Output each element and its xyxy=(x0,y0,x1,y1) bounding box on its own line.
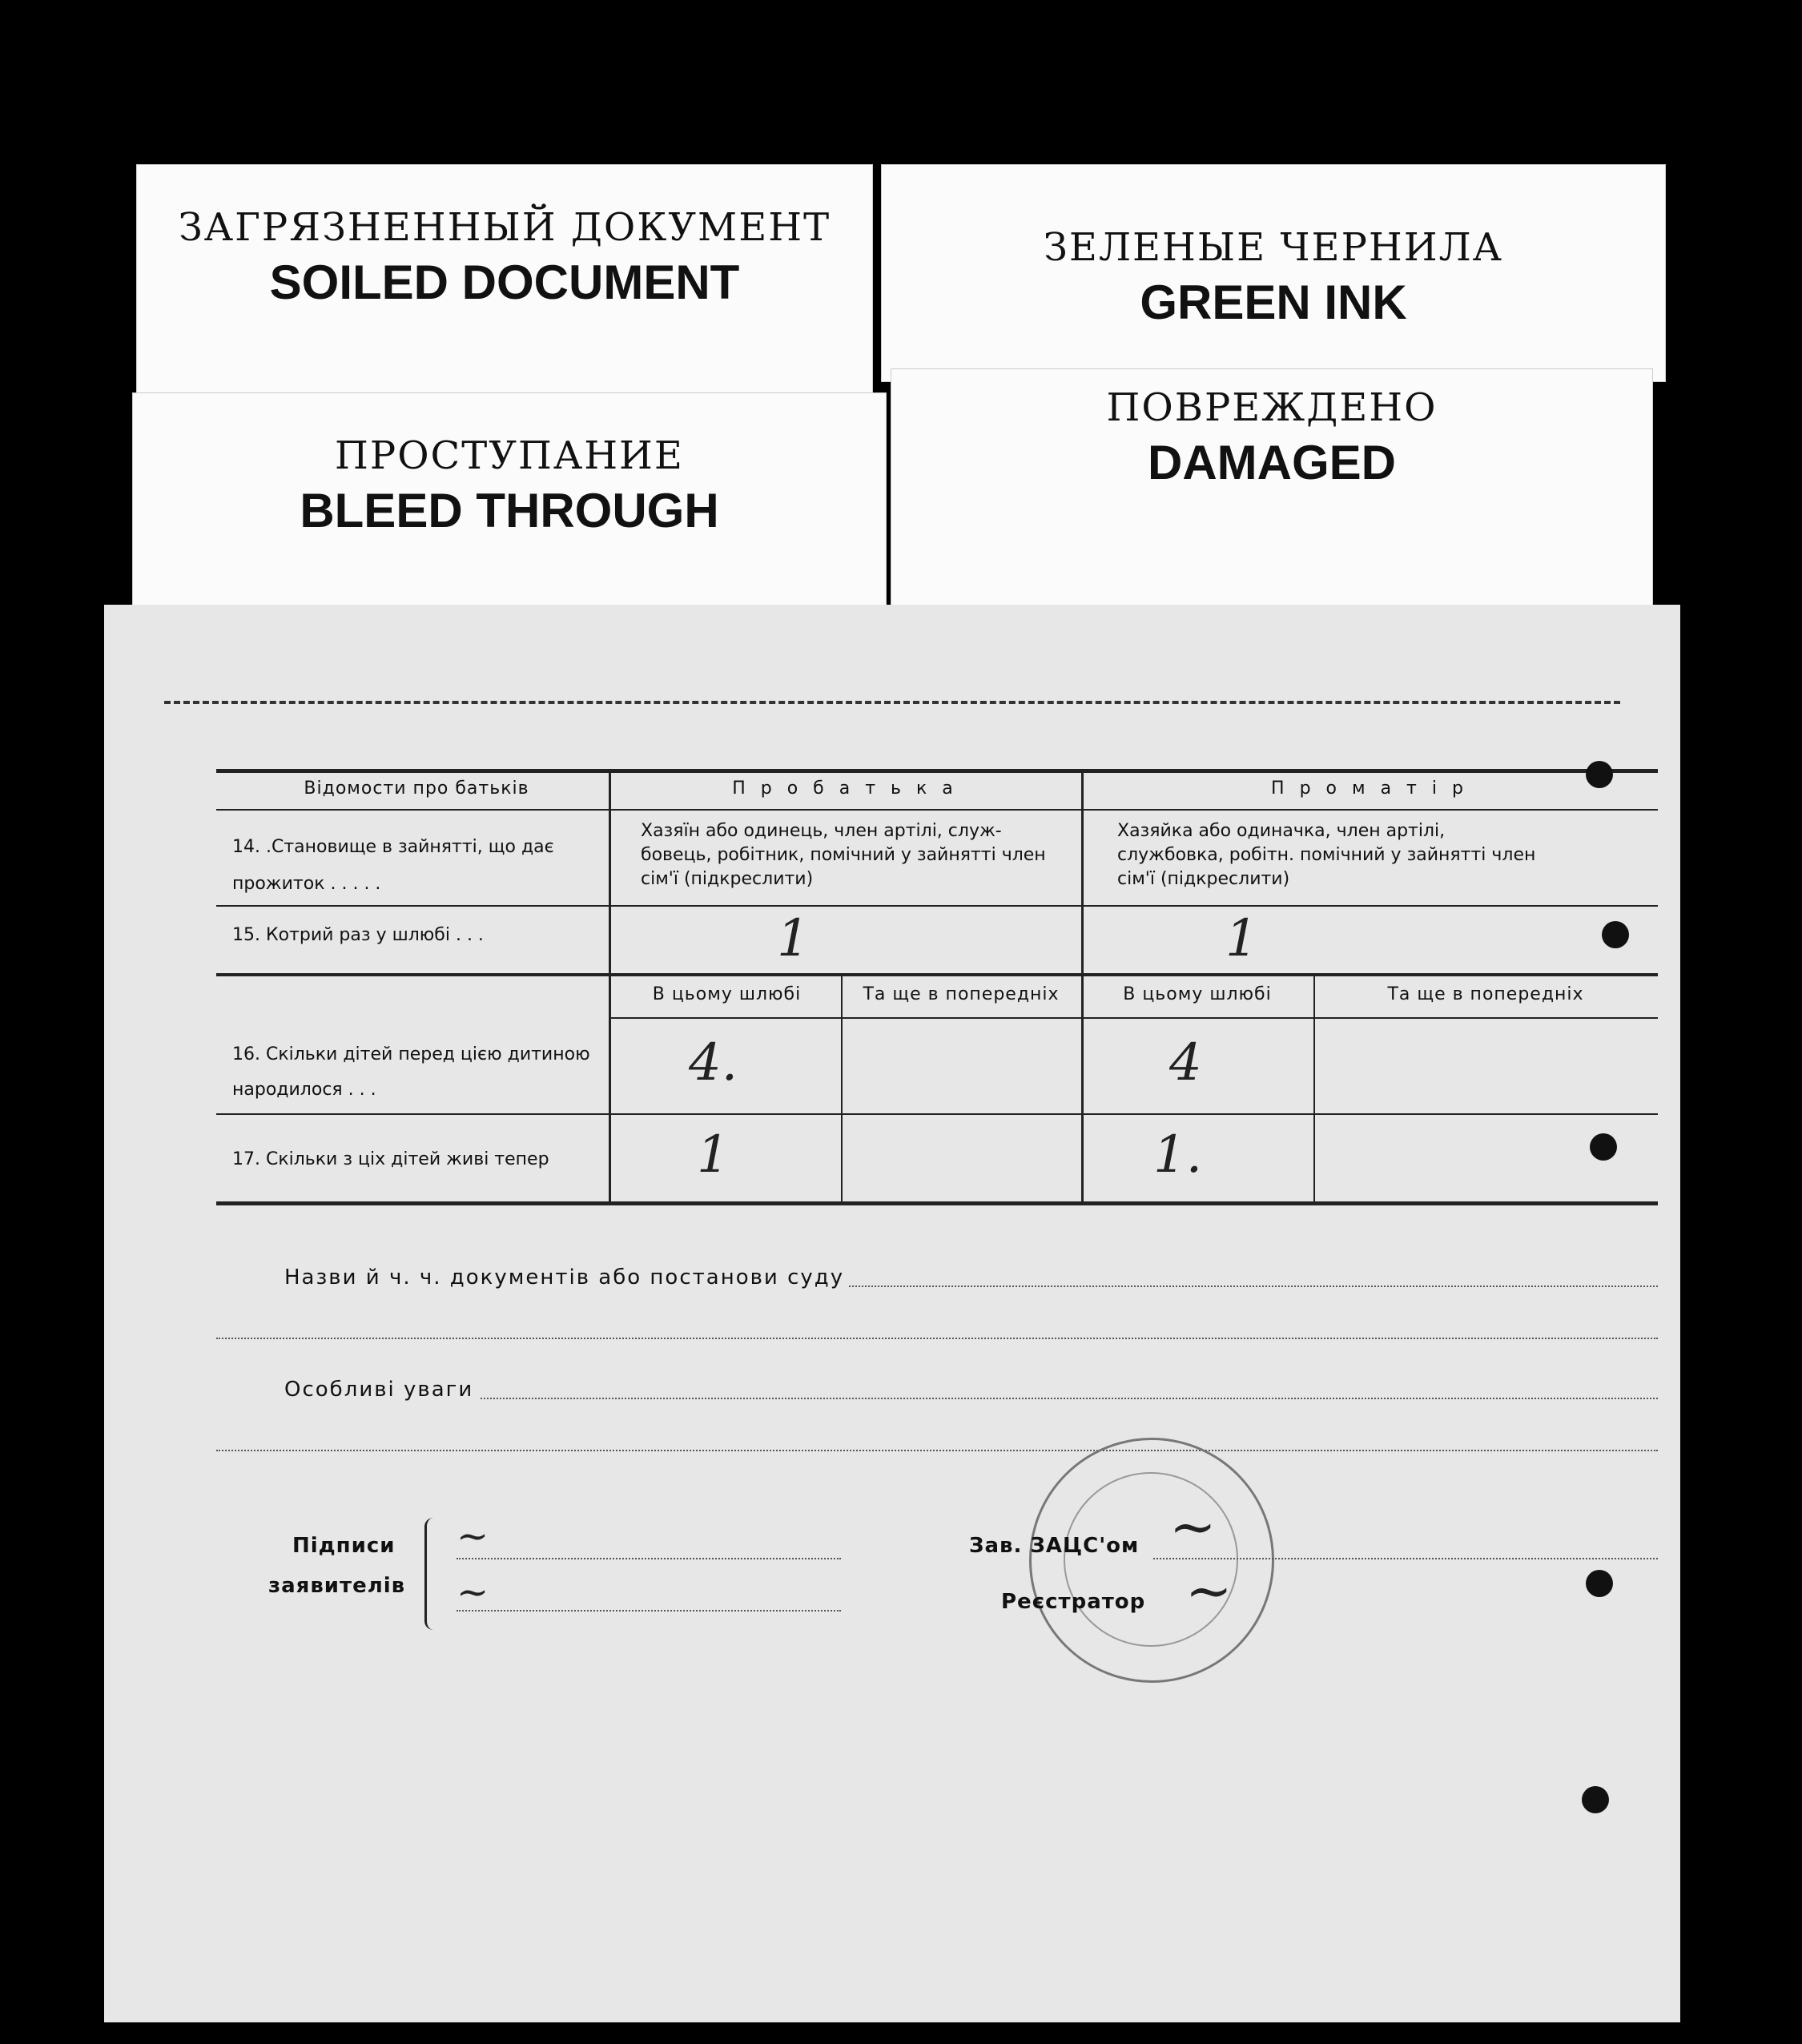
this-marriage-mother-header: В цьому шлюбі xyxy=(1123,984,1272,1004)
punch-hole xyxy=(1586,761,1613,788)
dotted-line xyxy=(216,1338,1658,1339)
row15-father-value: 1 xyxy=(777,909,810,968)
applicants-label: заявителів xyxy=(268,1574,406,1598)
head-signature: ~ xyxy=(1169,1494,1217,1559)
signature-line xyxy=(457,1610,841,1611)
column-divider xyxy=(1313,973,1315,1205)
dotted-line xyxy=(481,1398,1658,1399)
row16-mother-value: 4 xyxy=(1169,1033,1202,1092)
card-en-label: SOILED DOCUMENT xyxy=(269,256,740,309)
divider xyxy=(216,1113,1658,1115)
previous-mother-header: Та ще в попередніх xyxy=(1387,984,1584,1004)
divider xyxy=(216,809,1658,811)
card-ru-label: ПОВРЕЖДЕНО xyxy=(1106,385,1438,430)
row16-label: 16. Скільки дітей перед цією дитиною народилося . . . xyxy=(232,1044,590,1100)
column-divider xyxy=(609,769,611,1205)
card-en-label: DAMAGED xyxy=(1148,436,1396,489)
row17-father-value: 1 xyxy=(697,1125,730,1185)
card-ru-label: ЗЕЛЕНЫЕ ЧЕРНИЛА xyxy=(1044,225,1503,270)
row15-mother-value: 1 xyxy=(1225,909,1258,968)
mother-header: П р о м а т і р xyxy=(1271,779,1468,799)
registrar-signature: ~ xyxy=(1185,1558,1233,1624)
official-stamp xyxy=(1029,1438,1274,1683)
row14-label: 14. .Становище в зайнятті, що дає прожиток . . . . . xyxy=(232,837,554,894)
divider xyxy=(216,905,1658,907)
perforation-line xyxy=(164,701,1620,704)
punch-hole xyxy=(1582,1786,1609,1813)
card-ru-label: ПРОСТУПАНИЕ xyxy=(335,433,684,478)
table-bottom-border xyxy=(216,1201,1658,1205)
signatures-label: Підписи xyxy=(292,1534,396,1558)
father-header: П р о б а т ь к а xyxy=(732,779,958,799)
divider xyxy=(216,973,1658,976)
row15-label: 15. Котрий раз у шлюбі . . . xyxy=(232,925,484,945)
divider xyxy=(609,1017,1658,1019)
previous-father-header: Та ще в попередніх xyxy=(863,984,1060,1004)
bleed-through-card xyxy=(132,392,887,610)
table-top-border xyxy=(216,769,1658,773)
applicant-signature-1: ~ xyxy=(457,1514,489,1559)
row17-label: 17. Скільки з ціх дітей живі тепер xyxy=(232,1149,549,1169)
card-ru-label: ЗАГРЯЗНЕННЫЙ ДОКУМЕНТ xyxy=(178,205,831,250)
applicant-signature-2: ~ xyxy=(457,1570,489,1615)
damaged-card xyxy=(891,368,1653,610)
column-divider xyxy=(1081,769,1084,1205)
punch-hole xyxy=(1602,921,1629,948)
row16-father-value: 4. xyxy=(689,1033,738,1092)
documents-label: Назви й ч. ч. документів або постанови суду xyxy=(284,1265,845,1290)
card-en-label: BLEED THROUGH xyxy=(300,484,719,537)
column-divider xyxy=(841,973,843,1205)
this-marriage-father-header: В цьому шлюбі xyxy=(652,984,802,1004)
punch-hole xyxy=(1590,1133,1617,1161)
parents-info-header: Відомости про батьків xyxy=(304,779,529,799)
row14-mother-options: Хазяйка або одиначка, член артілі, службовка, робітн. помічний у зайнятті член сім'ї (підкреслити) xyxy=(1117,821,1536,889)
signature-line xyxy=(457,1558,841,1559)
registrar-label: Реєстратор xyxy=(1001,1590,1146,1614)
row14-father-options: Хазяїн або одинець, член артілі, служ-бовець, робітник, помічний у зайнятті член сім'ї (підкреслити) xyxy=(641,821,1046,889)
green-ink-card xyxy=(881,164,1666,382)
dotted-line xyxy=(216,1450,1658,1451)
row17-mother-value: 1. xyxy=(1153,1125,1203,1185)
punch-hole xyxy=(1586,1570,1613,1597)
remarks-label: Особливі уваги xyxy=(284,1378,474,1402)
registration-form-sheet xyxy=(104,605,1680,2022)
head-of-registry-label: Зав. ЗАЦС'ом xyxy=(969,1534,1140,1558)
brace xyxy=(424,1518,433,1630)
card-en-label: GREEN INK xyxy=(1140,276,1407,329)
dotted-line xyxy=(849,1286,1658,1287)
soiled-document-card xyxy=(136,164,873,398)
